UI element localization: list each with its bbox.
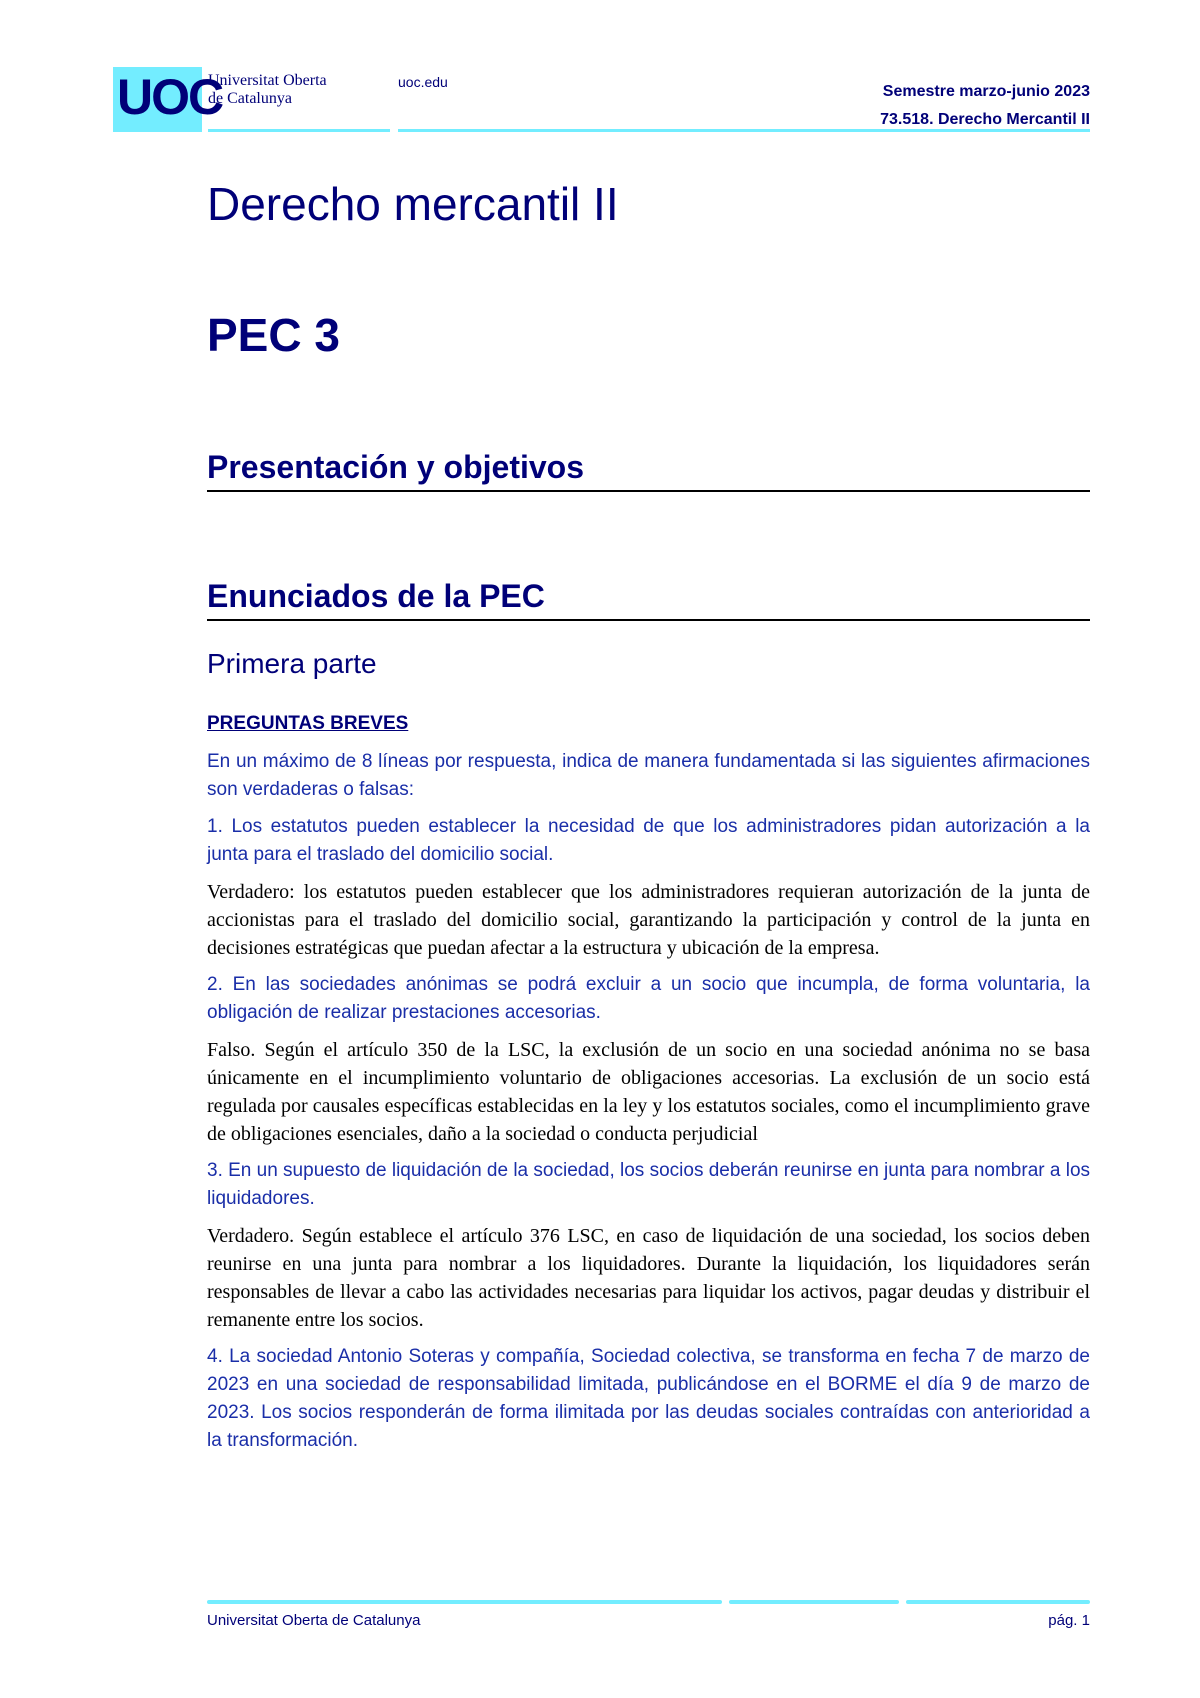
semester-label: Semestre marzo-junio 2023	[882, 83, 1090, 100]
footer-page-number: pág. 1	[1048, 1612, 1090, 1629]
footer-divider-2	[729, 1600, 899, 1604]
university-name-line2: de Catalunya	[208, 90, 292, 107]
document-title: Derecho mercantil II	[207, 178, 619, 230]
footer-divider-3	[906, 1600, 1090, 1604]
question-1: 1. Los estatutos pueden establecer la necesidad de que los administradores pidan autorización a la junta para el traslado del domicilio social.	[207, 816, 1090, 865]
header-divider-left	[208, 129, 390, 132]
answer-2: Falso. Según el artículo 350 de la LSC, la exclusión de un socio en una sociedad anónima no se basa únicamente en el incumplimiento voluntario de obligaciones accesorias. La exclusión de un socio está regulada por causales específicas establecidas en la ley y los estatutos sociales, como el incumplimiento grave de obligaciones esenciales, daño a la sociedad o conducta perjudicial	[207, 1039, 1090, 1145]
uoc-logo-text: UOC	[117, 69, 223, 125]
instructions-text: En un máximo de 8 líneas por respuesta, indica de manera fundamentada si las siguientes afirmaciones son verdaderas o falsas:	[207, 751, 1090, 800]
answer-3: Verdadero. Según establece el artículo 376 LSC, en caso de liquidación de una sociedad, los socios deben reunirse en una junta para nombrar a los liquidadores. Durante la liquidación, los liquidadores serán responsables de llevar a cabo las actividades necesarias para liquidar los activos, pagar deudas y distribuir el remanente entre los socios.	[207, 1225, 1090, 1331]
university-name-line1: Universitat Oberta	[208, 72, 327, 89]
header-info	[880, 78, 1090, 134]
pec-title: PEC 3	[207, 309, 340, 361]
uoc-logo[interactable]	[113, 67, 223, 132]
question-4: 4. La sociedad Antonio Soteras y compañía, Sociedad colectiva, se transforma en fecha 7 de marzo de 2023 en una sociedad de responsabilidad limitada, publicándose en el BORME el día 9 de marzo de 2023. Los socios responderán de forma ilimitada por las deudas sociales contraídas con anterioridad a la transformación.	[207, 1346, 1090, 1451]
website-link[interactable]: uoc.edu	[398, 74, 448, 90]
footer-university: Universitat Oberta de Catalunya	[207, 1612, 421, 1629]
question-2: 2. En las sociedades anónimas se podrá excluir a un socio que incumpla, de forma voluntaria, la obligación de realizar prestaciones accesorias.	[207, 974, 1090, 1023]
section-statements-heading: Enunciados de la PEC	[207, 577, 1090, 621]
first-part-heading: Primera parte	[207, 648, 377, 679]
answer-1: Verdadero: los estatutos pueden establecer que los administradores requieran autorización de la junta de accionistas para el traslado del domicilio social, garantizando la participación y control de la junta en decisiones estratégicas que puedan afectar a la estructura y ubicación de la empresa.	[207, 881, 1090, 959]
section-presentation-heading: Presentación y objetivos	[207, 448, 1090, 492]
short-questions-heading: PREGUNTAS BREVES	[207, 713, 409, 734]
course-label: 73.518. Derecho Mercantil II	[880, 111, 1090, 128]
university-name	[208, 72, 327, 108]
footer-divider-1	[207, 1600, 722, 1604]
questions-block	[207, 712, 1090, 1464]
question-3: 3. En un supuesto de liquidación de la sociedad, los socios deberán reunirse en junta para nombrar a los liquidadores.	[207, 1160, 1091, 1209]
